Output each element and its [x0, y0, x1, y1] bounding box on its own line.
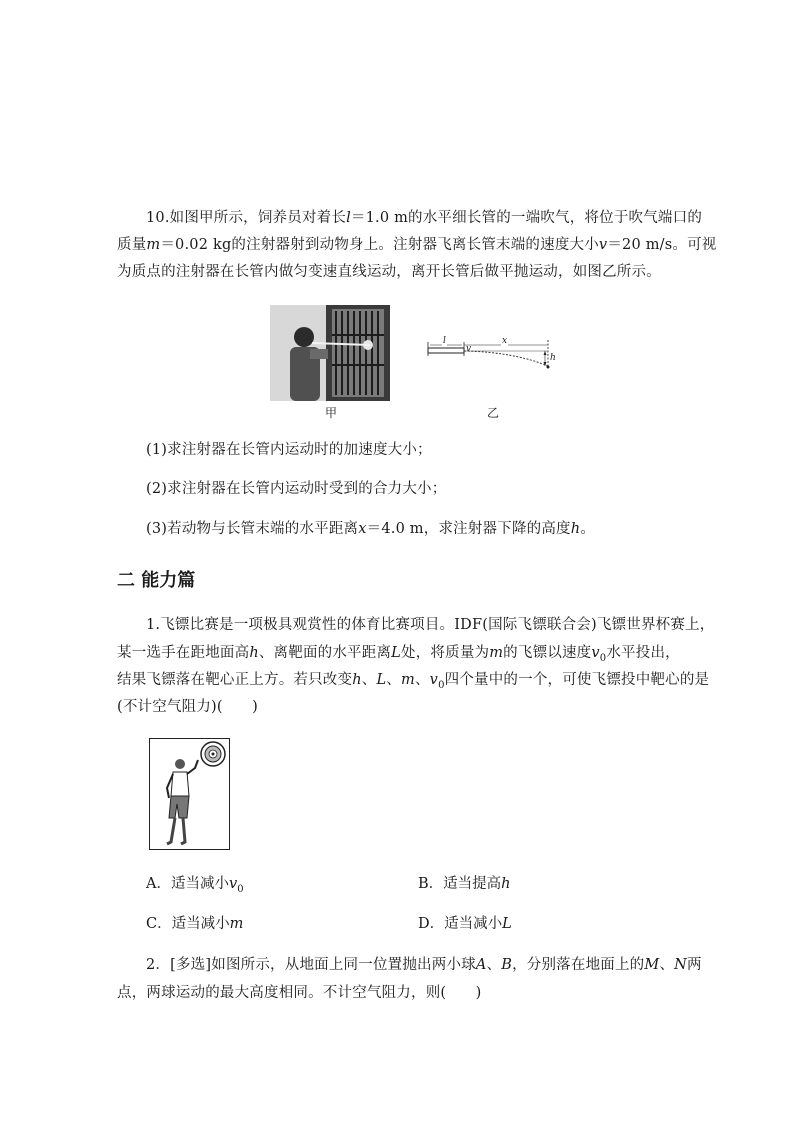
q2-text: 、 — [486, 957, 502, 973]
q10-text: ＝4.0 m，求注射器下降的高度 — [366, 521, 571, 537]
var-v0: v — [429, 672, 439, 688]
var-m: m — [146, 237, 161, 253]
q10-text: 10.如图甲所示，饲养员对着长 — [146, 210, 347, 226]
option-c-var: m — [229, 916, 244, 932]
q1-text: 处，将质量为 — [401, 645, 490, 661]
dart-thrower-illustration — [149, 738, 230, 850]
q10-line-3: 为质点的注射器在长管内做匀变速直线运动，离开长管后做平抛运动，如图乙所示。 — [117, 264, 661, 280]
q10-line-1 — [146, 205, 702, 232]
q1-text: 、离靶面的水平距离 — [258, 645, 392, 661]
q2-text: 、 — [659, 957, 675, 973]
var-M: M — [644, 957, 660, 973]
q2-text: ，分别落在地面上的 — [512, 957, 645, 973]
option-d[interactable] — [418, 914, 512, 934]
q1-line-4: (不计空气阻力)( ) — [117, 699, 259, 715]
q10-sub-2: (2)求注射器在长管内运动时受到的合力大小； — [146, 481, 447, 497]
section-heading: 二 能力篇 — [117, 570, 196, 591]
var-A: A — [475, 957, 487, 973]
q1-text: 某一选手在距地面高 — [117, 645, 250, 661]
label-x: x — [502, 336, 508, 346]
q10-sub-1: (1)求注射器在长管内运动时的加速度大小； — [146, 442, 432, 458]
var-L: L — [391, 645, 402, 661]
figure-yi-diagram — [424, 332, 558, 382]
caption-jia: 甲 — [325, 406, 338, 420]
option-a-label: A．适当减小 — [146, 876, 229, 892]
q10-text: ＝0.02 kg的注射器射到动物身上。注射器飞离长管末端的速度大小 — [160, 237, 599, 253]
option-c-label: C．适当减小 — [146, 916, 230, 932]
option-c[interactable] — [146, 914, 243, 934]
var-B: B — [501, 957, 513, 973]
q10-text: 。 — [580, 521, 596, 537]
q2-text: 两 — [687, 957, 702, 973]
keeper-photo-illustration — [270, 305, 390, 401]
option-a-sub: 0 — [237, 883, 244, 895]
var-L: L — [376, 672, 387, 688]
q2-line-1 — [146, 952, 702, 979]
q1-line-1: 1.飞镖比赛是一项极具观赏性的体育比赛项目。IDF(国际飞镖联合会)飞镖世界杯赛上， — [146, 617, 715, 633]
option-b[interactable] — [418, 874, 511, 894]
option-b-var: h — [501, 876, 511, 892]
label-h: h — [550, 353, 556, 363]
q1-text: 、 — [386, 672, 401, 688]
q1-text: 、 — [361, 672, 377, 688]
q1-text: 结果飞镖落在靶心正上方。若只改变 — [117, 672, 353, 688]
caption-yi: 乙 — [487, 406, 500, 420]
q10-line-2 — [117, 232, 716, 259]
option-b-label: B．适当提高 — [418, 876, 502, 892]
q10-text: ＝1.0 m的水平细长管的一端吹气，将位于吹气端口的 — [350, 210, 703, 226]
label-v: v — [466, 344, 472, 354]
option-a[interactable] — [146, 874, 244, 900]
q1-text: 水平投出， — [606, 645, 680, 661]
figure-jia-photo — [270, 305, 390, 401]
q1-text: 的飞镖以速度 — [503, 645, 592, 661]
q10-text: 质量 — [117, 237, 147, 253]
var-v0: v — [591, 645, 600, 661]
q2-text: 2．[多选]如图所示，从地面上同一位置抛出两小球 — [146, 957, 476, 973]
var-m: m — [489, 645, 504, 661]
q10-text: (3)若动物与长管末端的水平距离 — [146, 521, 359, 537]
q10-sub-3 — [146, 516, 595, 543]
var-l: l — [346, 210, 351, 226]
option-a-var: v — [228, 876, 238, 892]
q2-line-2: 点，两球运动的最大高度相同。不计空气阻力，则( ) — [117, 985, 482, 1001]
var-v: v — [598, 237, 608, 253]
figure-dart-thrower — [149, 738, 230, 850]
label-l: l — [443, 336, 446, 346]
q10-text: ＝20 m/s。可视 — [607, 237, 717, 253]
option-d-var: L — [502, 916, 512, 932]
var-h: h — [352, 672, 362, 688]
option-d-label: D．适当减小 — [418, 916, 503, 932]
var-x: x — [358, 521, 367, 537]
var-v0-sub: 0 — [438, 679, 445, 691]
q1-text: 、 — [414, 672, 430, 688]
var-h: h — [249, 645, 259, 661]
var-v0-sub: 0 — [599, 652, 607, 664]
var-m: m — [401, 672, 415, 688]
var-N: N — [674, 957, 688, 973]
q1-text: 四个量中的一个，可使飞镖投中靶心的是 — [444, 672, 710, 688]
var-h: h — [570, 521, 581, 537]
